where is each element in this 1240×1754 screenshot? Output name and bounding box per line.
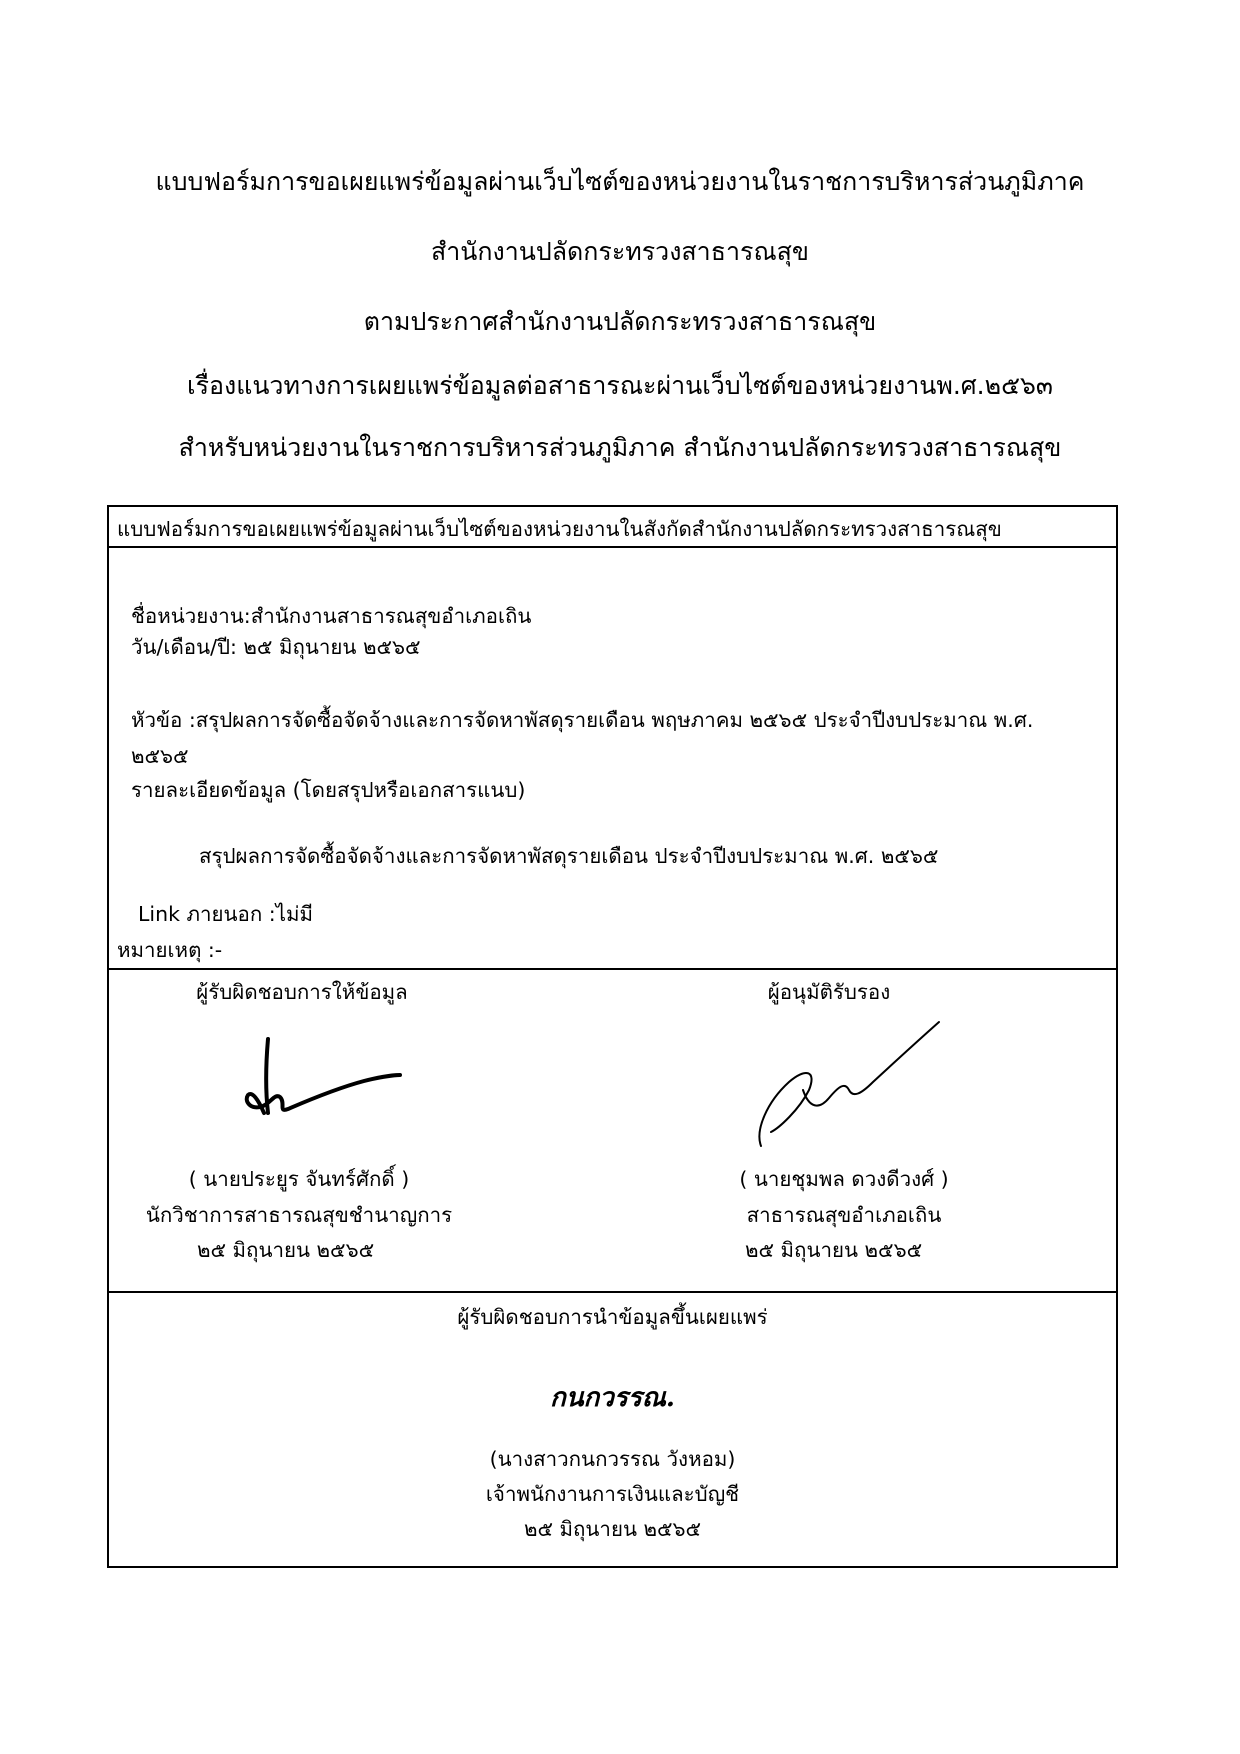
- note-line: หมายเหตุ :-: [117, 938, 223, 962]
- publisher-signature: กนกวรรณ.: [550, 1383, 675, 1413]
- form-title: แบบฟอร์มการขอเผยแพร่ข้อมูลผ่านเว็บไซต์ของหน่วยงานในสังกัดสำนักงานปลัดกระทรวงสาธารณสุข: [117, 517, 1002, 541]
- publisher-name: (นางสาวกนกวรรณ วังหอม): [489, 1447, 736, 1471]
- header-line-3: ตามประกาศสำนักงานปลัดกระทรวงสาธารณสุข: [363, 307, 877, 336]
- subject-line-1: หัวข้อ :สรุปผลการจัดซื้อจัดจ้างและการจัดหาพัสดุรายเดือน พฤษภาคม ๒๕๖๕ ประจำปีงบประมาณ พ.ศ.: [131, 708, 1034, 732]
- signature-divider: [109, 968, 1116, 970]
- approver-heading: ผู้อนุมัติรับรอง: [767, 980, 891, 1004]
- publisher-divider: [109, 1291, 1116, 1293]
- responsible-position: นักวิชาการสาธารณสุขชำนาญการ: [145, 1203, 453, 1227]
- approver-date: ๒๕ มิถุนายน ๒๕๖๕: [745, 1238, 923, 1262]
- publisher-position: เจ้าพนักงานการเงินและบัญชี: [485, 1482, 740, 1506]
- header-line-2: สำนักงานปลัดกระทรวงสาธารณสุข: [431, 237, 809, 266]
- publisher-date: ๒๕ มิถุนายน ๒๕๖๕: [523, 1517, 702, 1541]
- link-line: Link ภายนอก :ไม่มี: [138, 902, 314, 926]
- detail-text: สรุปผลการจัดซื้อจัดจ้างและการจัดหาพัสดุรายเดือน ประจำปีงบประมาณ พ.ศ. ๒๕๖๕: [199, 844, 939, 868]
- approver-name: ( นายชุมพล ดวงดีวงศ์ ): [739, 1167, 949, 1191]
- unit-line: ชื่อหน่วยงาน:สำนักงานสาธารณสุขอำเภอเถิน: [131, 604, 532, 628]
- form-box: [107, 505, 1118, 1568]
- title-divider: [109, 546, 1116, 548]
- header-line-4: เรื่องแนวทางการเผยแพร่ข้อมูลต่อสาธารณะผ่านเว็บไซต์ของหน่วยงานพ.ศ.๒๕๖๓: [187, 371, 1053, 400]
- subject-line-2: ๒๕๖๕: [131, 744, 189, 768]
- responsible-heading: ผู้รับผิดชอบการให้ข้อมูล: [196, 980, 408, 1004]
- header-line-1: แบบฟอร์มการขอเผยแพร่ข้อมูลผ่านเว็บไซต์ของหน่วยงานในราชการบริหารส่วนภูมิภาค: [155, 167, 1085, 196]
- approver-signature: [749, 1012, 949, 1152]
- responsible-date: ๒๕ มิถุนายน ๒๕๖๕: [197, 1238, 375, 1262]
- responsible-name: ( นายประยูร จันทร์ศักดิ์ ): [188, 1167, 410, 1191]
- date-line: วัน/เดือน/ปี: ๒๕ มิถุนายน ๒๕๖๕: [131, 635, 421, 659]
- detail-label: รายละเอียดข้อมูล (โดยสรุปหรือเอกสารแนบ): [131, 778, 526, 802]
- responsible-signature: [244, 1037, 414, 1127]
- publisher-heading: ผู้รับผิดชอบการนำข้อมูลขึ้นเผยแพร่: [457, 1305, 768, 1329]
- approver-position: สาธารณสุขอำเภอเถิน: [746, 1203, 942, 1227]
- header-line-5: สำหรับหน่วยงานในราชการบริหารส่วนภูมิภาค สำนักงานปลัดกระทรวงสาธารณสุข: [178, 433, 1062, 462]
